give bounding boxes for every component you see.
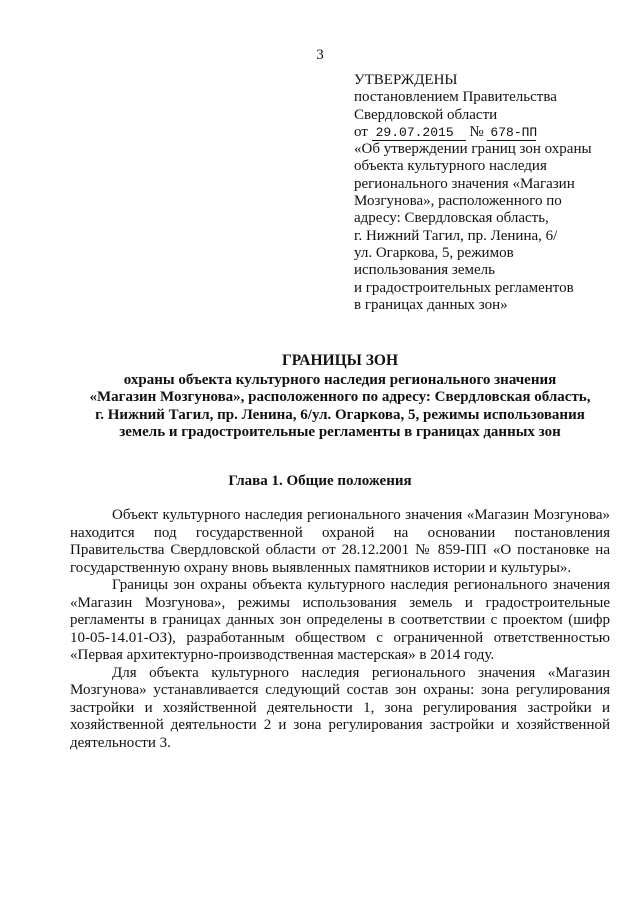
approval-subject-line: Мозгунова», расположенного по (354, 193, 562, 210)
chapter-heading: Глава 1. Общие положения (228, 473, 412, 489)
approval-date-line (354, 124, 614, 141)
approval-block (354, 72, 614, 314)
approval-line-1: постановлением Правительства (354, 89, 557, 106)
from-prefix: от (354, 123, 368, 140)
document-title (70, 352, 610, 442)
body-text (70, 507, 610, 752)
approval-subject-line: и градостроительных регламентов (354, 279, 574, 296)
title-line: г. Нижний Тагил, пр. Ленина, 6/ул. Огаркова, 5, режимы использования (95, 406, 585, 423)
title-line: охраны объекта культурного наследия регионального значения (123, 371, 557, 388)
approval-subject-line: объекта культурного наследия (354, 158, 547, 175)
title-main: ГРАНИЦЫ ЗОН (281, 352, 399, 369)
approval-subject-line: использования земель (354, 262, 495, 279)
handwritten-date: 29.07.2015 (372, 126, 466, 141)
title-line: «Магазин Мозгунова», расположенного по адресу: Свердловская область, (89, 389, 591, 405)
approval-subject-line: в границах данных зон» (354, 296, 508, 313)
approval-subject-line: адресу: Свердловская область, (354, 210, 549, 227)
approval-heading: УТВЕРЖДЕНЫ (354, 72, 458, 88)
title-line: земель и градостроительные регламенты в границах данных зон (119, 424, 561, 440)
page-number: 3 (316, 47, 324, 63)
approval-subject-line: ул. Огаркова, 5, режимов (354, 244, 514, 261)
handwritten-number: 678-ПП (487, 126, 536, 141)
approval-subject-line: «Об утверждении границ зон охраны (354, 141, 592, 158)
approval-subject-line: г. Нижний Тагил, пр. Ленина, 6/ (354, 227, 558, 244)
number-sign: № (469, 123, 484, 140)
paragraph: Объект культурного наследия регионального значения «Магазин Мозгунова» находится под государственной охраной на основании постановления Правительства Свердловской области от 28.12.2001 № 859-ПП «О постановке на государственную охрану вновь выявленных памятников истории и культуры». (70, 507, 610, 576)
paragraph: Границы зон охраны объекта культурного наследия регионального значения «Магазин Мозгунова», режимы использования земель и градостроительные регламенты в границах данных зон определены в соответствии с проектом (шифр 10-05-14.01-ОЗ), разработанным обществом с ограниченной ответственностью «Первая архитектурно-производственная мастерская» в 2014 году. (70, 577, 610, 663)
paragraph: Для объекта культурного наследия регионального значения «Магазин Мозгунова» устанавливается следующий состав зон охраны: зона регулирования застройки и хозяйственной деятельности 1, зона регулирования застройки и хозяйственной деятельности 2 и зона регулирования застройки и хозяйственной деятельности 3. (70, 664, 610, 751)
approval-line-2: Свердловской области (354, 106, 498, 123)
approval-subject-line: регионального значения «Магазин (354, 175, 575, 192)
